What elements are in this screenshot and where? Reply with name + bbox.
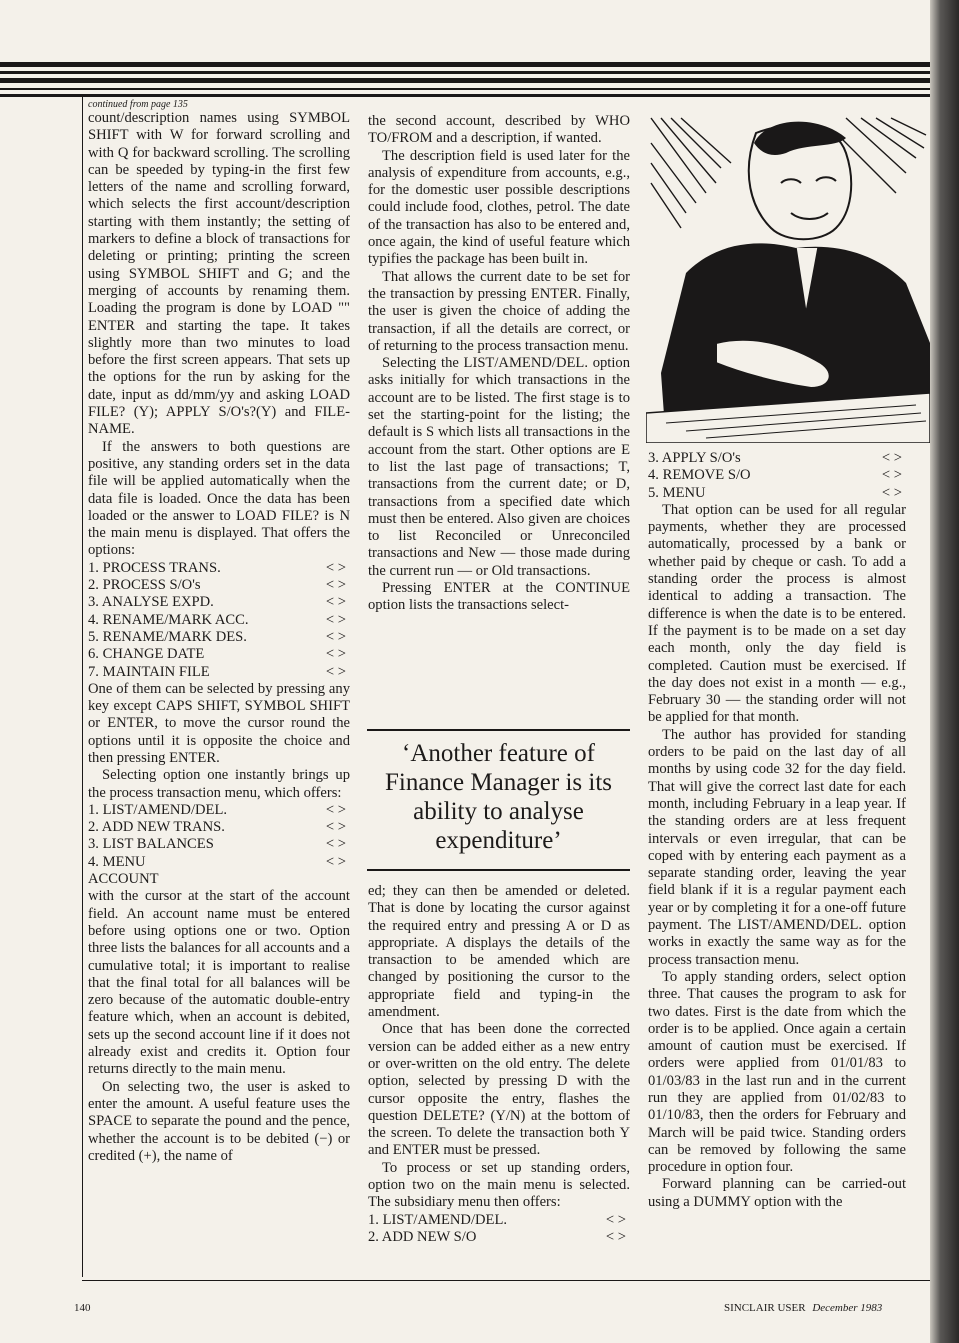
menu-item: 3. APPLY S/O's < > xyxy=(648,450,902,466)
col1-paragraph-1: count/description names using SYMBOL SHIFT with W for forward scrolling and with Q for backward scrolling. The scrolling can be speeded by typing-in the first few letters of the name and scrolling forward, which selects the first account/description starting with them instantly; the setting of markers to define a block of transactions for deleting or printing; printing the screen using SYMBOL SHIFT and G; and the merging of accounts by renaming them. Loading the program is done by LOAD "" ENTER and starting the tape. It takes slightly more than two minutes to load before the first screen appears. That sets up the options for the run by asking for the date, input as dd/mm/yy and asking LOAD FILE? (Y); APPLY S/O's?(Y) and FILE-NAME. xyxy=(88,110,350,438)
header-rule-1 xyxy=(0,62,959,67)
col2-paragraph-4: Selecting the LIST/AMEND/DEL. option asks initially for which transactions in the account are to be listed. The first stage is to set the starting-point for the listing; the default is S which lists all transactions in the account from the start. Other options are E to list the last page of transactions; T, transactions from the current date; or D, transactions from a specified date which must then be entered. Also given are choices to list Reconciled or Unreconciled transactions and New — those made during the current run — or Old transactions. xyxy=(368,355,630,579)
menu-item: 2. PROCESS S/O's < > xyxy=(88,577,346,594)
col1-paragraph-4: Selecting option one instantly brings up the process transaction menu, which offers: xyxy=(88,767,350,801)
footer-rule xyxy=(82,1280,930,1281)
pull-quote-text: ‘Another feature of Finance Manager is its ability to analyse expenditure’ xyxy=(384,740,613,854)
magazine-name xyxy=(724,1302,882,1314)
menu-item: 7. MAINTAIN FILE < > xyxy=(88,663,346,680)
issue-date: December 1983 xyxy=(812,1302,883,1314)
col2-paragraph-3: That allows the current date to be set for the transaction by pressing ENTER. Finally, the user is given the choice of adding the transaction, if all the details are correct, or of returning to the process transaction menu. xyxy=(368,268,630,354)
column-2-upper xyxy=(368,113,630,615)
column-2-lower xyxy=(368,883,630,1246)
column-1 xyxy=(88,99,350,1165)
col1-paragraph-6: On selecting two, the user is asked to enter the amount. A useful feature uses the SPACE to separate the pound and the pence, whether the account is to be debited (−) or credited (+), the name of xyxy=(88,1078,350,1164)
col3-paragraph-3: To apply standing orders, select option three. That causes the program to ask for two dates. First is the date from which the order is to be applied. Once again a certain amount of caution must be exercised. If orders were applied from 01/01/83 to 01/03/83 in the last run and in the current run they are applied from 01/02/83 to 01/10/83, then the orders for February and March will be paid twice. Standing orders can be removed by following the same procedure in option four. xyxy=(648,968,906,1176)
man-at-desk-illustration xyxy=(646,113,930,443)
menu-item: 3. LIST BALANCES < > xyxy=(88,836,346,853)
col3-paragraph-4: Forward planning can be carried-out using a DUMMY option with the xyxy=(648,1176,906,1210)
account-label: ACCOUNT xyxy=(88,871,159,888)
page-number: 140 xyxy=(74,1302,91,1314)
illustration xyxy=(646,113,930,443)
main-menu-list xyxy=(88,560,350,681)
menu-item: 4. REMOVE S/O < > xyxy=(648,467,902,484)
transaction-menu-list xyxy=(88,802,350,871)
col2-paragraph-1: the second account, described by WHO TO/FROM and a description, if wanted. xyxy=(368,113,630,147)
magazine-title: SINCLAIR USER xyxy=(724,1302,806,1314)
menu-item: 2. ADD NEW S/O < > xyxy=(368,1228,626,1245)
left-border xyxy=(82,97,83,1277)
col2-paragraph-7: Once that has been done the corrected version can be added either as a new entry or over-written on the old entry. The delete option, selected by pressing D with the cursor opposite the entry, flashes the question DELETE? (Y/N) at the bottom of the screen. To delete the transaction both Y and ENTER must be pressed. xyxy=(368,1021,630,1159)
right-page-edge xyxy=(930,0,959,1343)
menu-item: 1. PROCESS TRANS. < > xyxy=(88,559,346,576)
header-rule-3 xyxy=(0,78,959,83)
col3-paragraph-1: That option can be used for all regular payments, whether they are processed automatically, processed by a bank or whether paid by cheque or cash. To add a standing order the process is almost identical to adding a transaction. The difference is when the date is to be entered. If the payment is to be made on a set day each month, only the day field is completed. Caution must be exercised. If the day does not exist in a month — e.g., February 30 — the standing order will not be applied for that month. xyxy=(648,501,906,726)
menu-item: 5. MENU < > xyxy=(648,484,902,501)
col2-paragraph-2: The description field is used later for the analysis of expenditure from accounts, e.g., for the domestic user possible descriptions could include food, clothes, petrol. The date of the transaction has also to be entered and, once again, the kind of useful feature which typifies the package has been built in. xyxy=(368,147,630,268)
standing-order-menu-continued xyxy=(648,450,906,502)
header-rule-4 xyxy=(0,88,959,90)
menu-item: 4. MENU < > xyxy=(88,853,346,870)
continued-note: continued from page 135 xyxy=(88,99,188,110)
col2-paragraph-6: ed; they can then be amended or deleted. That is done by locating the cursor against the required entry and pressing A or D as appropriate. A displays the details of the transaction to be amended which are changed by positioning the cursor to the appropriate field and typing-in the amendment. xyxy=(368,883,630,1021)
col1-paragraph-2: If the answers to both questions are positive, any standing orders set in the data file will be applied automatically when the data file is loaded. Once the data has been loaded or the answer to LOAD FILE? is N the main menu is displayed. That offers the options: xyxy=(88,438,350,559)
menu-item: 5. RENAME/MARK DES. < > xyxy=(88,628,346,645)
menu-item: 3. ANALYSE EXPD. < > xyxy=(88,594,346,611)
col2-paragraph-5: Pressing ENTER at the CONTINUE option lists the transactions select- xyxy=(368,580,630,614)
menu-item: 6. CHANGE DATE < > xyxy=(88,646,346,663)
col3-paragraph-2: The author has provided for standing orders to be paid on the last day of all months by using code 32 for the day field. That will give the correct last date for each month, including February in a leap year. If the standing orders are at less frequent intervals or even irregular, that can be coped with by entering each payment as a separate standing order, leaving the year field blank if it is a regular payment each year or by completing it for a one-off future payment. The LIST/AMEND/DEL. option works in exactly the same way as for the process transaction menu. xyxy=(648,726,906,968)
header-rule-2 xyxy=(0,71,959,74)
menu-item: 1. LIST/AMEND/DEL. < > xyxy=(88,801,346,818)
pull-quote xyxy=(367,729,630,871)
column-3 xyxy=(648,450,906,1211)
col1-paragraph-3: One of them can be selected by pressing any key except CAPS SHIFT, SYMBOL SHIFT or ENTER, to move the cursor round the options until it is opposite the choice and then pressing ENTER. xyxy=(88,680,350,766)
col2-paragraph-8: To process or set up standing orders, option two on the main menu is selected. The subsidiary menu then offers: xyxy=(368,1159,630,1211)
col1-paragraph-5: with the cursor at the start of the account field. An account name must be entered before using options one or two. Option three lists the balances for all accounts and a cumulative total; it is important to realise that the final total for all balances will be zero because of the automatic double-entry feature which, when an account is debited, sets up the second account line if it does not already exist and credits it. Option four returns directly to the main menu. xyxy=(88,888,350,1078)
menu-item: 1. LIST/AMEND/DEL. < > xyxy=(368,1211,626,1228)
header-rule-5 xyxy=(0,94,959,97)
standing-order-menu-list xyxy=(368,1212,630,1247)
menu-item: 4. RENAME/MARK ACC. < > xyxy=(88,611,346,628)
menu-item: 2. ADD NEW TRANS. < > xyxy=(88,819,346,836)
